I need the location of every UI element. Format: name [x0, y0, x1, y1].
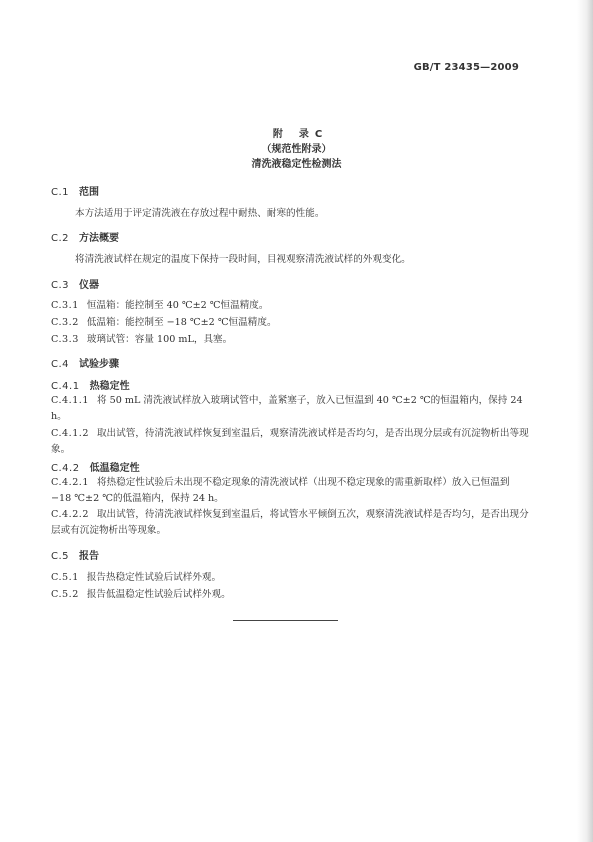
subsection-heading-c42	[51, 459, 140, 474]
appendix-letter: C	[314, 129, 323, 140]
section-number: C.2	[51, 233, 70, 244]
item-number: C.5.1	[51, 572, 79, 583]
item-text: 取出试管，待清洗液试样恢复到室温后，将试管水平倾倒五次，观察清洗液试样是否均匀，是否出现分层或有沉淀物析出等现象。	[51, 509, 529, 536]
section-title: 试验步骤	[79, 359, 120, 370]
item-text: 玻璃试管：容量 100 mL，具塞。	[86, 334, 233, 345]
item-number: C.4.1.2	[51, 428, 89, 439]
list-item	[51, 332, 531, 348]
item-number: C.5.2	[51, 589, 79, 600]
section-title: 方法概要	[79, 233, 120, 244]
subsection-number: C.4.2	[51, 463, 80, 474]
subsection-title: 热稳定性	[89, 381, 130, 392]
list-item	[51, 315, 531, 331]
item-text: 低温箱：能控制至 −18 ℃±2 ℃恒温精度。	[86, 317, 277, 328]
section-heading-c1	[51, 183, 99, 198]
subsection-number: C.4.1	[51, 381, 80, 392]
section-heading-c4	[51, 355, 119, 370]
section-text-c2: 将清洗液试样在规定的温度下保持一段时间，目视观察清洗液试样的外观变化。	[75, 254, 411, 265]
section-title: 报告	[79, 551, 100, 562]
item-number: C.3.2	[51, 317, 79, 328]
list-item	[51, 587, 531, 603]
section-number: C.3	[51, 280, 70, 291]
subsection-title: 低温稳定性	[89, 463, 140, 474]
section-title: 范围	[79, 187, 100, 198]
section-heading-c3	[51, 276, 99, 291]
section-number: C.1	[51, 187, 70, 198]
item-text: 取出试管，待清洗液试样恢复到室温后，观察清洗液试样是否均匀，是否出现分层或有沉淀物析出等现象。	[51, 428, 529, 455]
list-item	[51, 426, 531, 457]
appendix-title: 清洗液稳定性检测法	[251, 159, 342, 170]
list-item	[51, 570, 531, 586]
item-number: C.3.1	[51, 300, 79, 311]
appendix-type: （规范性附录）	[261, 144, 332, 155]
list-item	[51, 507, 531, 538]
item-text: 报告低温稳定性试验后试样外观。	[86, 589, 231, 600]
section-number: C.5	[51, 551, 70, 562]
section-text-c1: 本方法适用于评定清洗液在存放过程中耐热、耐寒的性能。	[75, 208, 325, 219]
section-title: 仪器	[79, 280, 100, 291]
item-text: 将 50 mL 清洗液试样放入玻璃试管中，盖紧塞子，放入已恒温到 40 ℃±2 ℃的恒温箱内，保持 24 h。	[51, 395, 523, 422]
section-number: C.4	[51, 359, 70, 370]
list-item	[51, 298, 531, 314]
item-text: 报告热稳定性试验后试样外观。	[86, 572, 222, 583]
section-heading-c2	[51, 229, 119, 244]
item-text: 恒温箱：能控制至 40 ℃±2 ℃恒温精度。	[86, 300, 269, 311]
item-number: C.4.1.1	[51, 395, 89, 406]
item-number: C.4.2.1	[51, 477, 89, 488]
appendix-heading	[0, 127, 593, 172]
subsection-heading-c41	[51, 377, 130, 392]
appendix-label	[2, 127, 593, 142]
appendix-label-text: 附 录	[272, 129, 312, 140]
end-divider	[233, 620, 338, 621]
item-text: 将热稳定性试验后未出现不稳定现象的清洗液试样（出现不稳定现象的需重新取样）放入已恒温到 −18 ℃±2 ℃的低温箱内，保持 24 h。	[51, 477, 510, 504]
section-heading-c5	[51, 547, 99, 562]
list-item	[51, 475, 531, 506]
list-item	[51, 393, 531, 424]
item-number: C.3.3	[51, 334, 79, 345]
item-number: C.4.2.2	[51, 509, 89, 520]
document-code: GB/T 23435—2009	[413, 62, 519, 73]
